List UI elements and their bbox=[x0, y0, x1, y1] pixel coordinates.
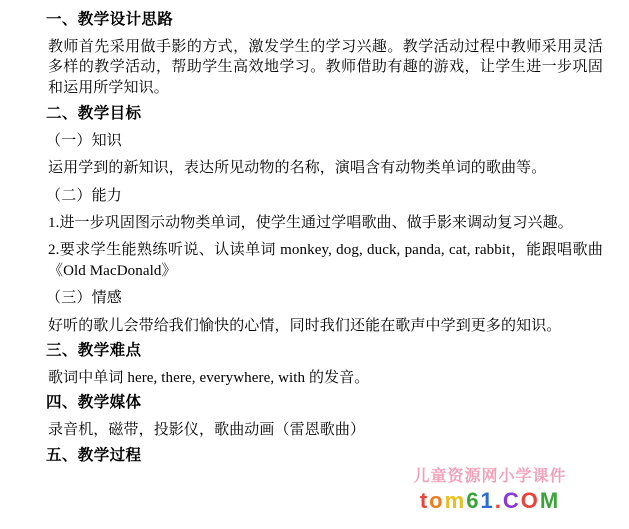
paragraph-emotion: 好听的歌儿会带给我们愉快的心情，同时我们还能在歌声中学到更多的知识。 bbox=[48, 317, 562, 334]
paragraph-media: 录音机，磁带，投影仪，歌曲动画（雷恩歌曲） bbox=[48, 421, 366, 438]
subsection-ability: （二）能力 bbox=[46, 188, 123, 204]
section-heading-3: 三、教学难点 bbox=[46, 342, 142, 360]
paragraph-design-idea: 教师首先采用做手影的方式，激发学生的学习兴趣。教学活动过程中教师采用灵活多样的教学活动，帮助学生高效地学习。教师借助有趣的游戏，让学生进一步巩固和运用所学知识。 bbox=[48, 38, 603, 96]
subsection-knowledge: （一）知识 bbox=[46, 133, 123, 150]
section-heading-4: 四、教学媒体 bbox=[46, 394, 142, 412]
paragraph-knowledge: 运用学到的新知识，表达所见动物的名称，演唱含有动物类单词的歌曲等。 bbox=[48, 160, 547, 177]
section-heading-1: 一、教学设计思路 bbox=[46, 11, 174, 28]
subsection-emotion: （三）情感 bbox=[46, 290, 123, 307]
section-heading-2: 二、教学目标 bbox=[46, 104, 142, 122]
paragraph-ability-2: 2.要求学生能熟练听说、认读单词 monkey, dog, duck, panda, cat, rabbit，能跟唱歌曲《Old MacDonald》 bbox=[48, 241, 603, 279]
section-heading-5: 五、教学过程 bbox=[46, 446, 142, 464]
paragraph-ability-1: 1.进一步巩固图示动物类单词，使学生通过学唱歌曲、做手影来调动复习兴趣。 bbox=[48, 215, 573, 232]
watermark-text-cn: 儿童资源网小学课件 bbox=[413, 468, 567, 485]
watermark-text-domain: tom61.COM bbox=[419, 488, 561, 514]
watermark bbox=[365, 467, 615, 523]
paragraph-difficulty: 歌词中单词 here, there, everywhere, with 的发音。 bbox=[48, 369, 370, 386]
